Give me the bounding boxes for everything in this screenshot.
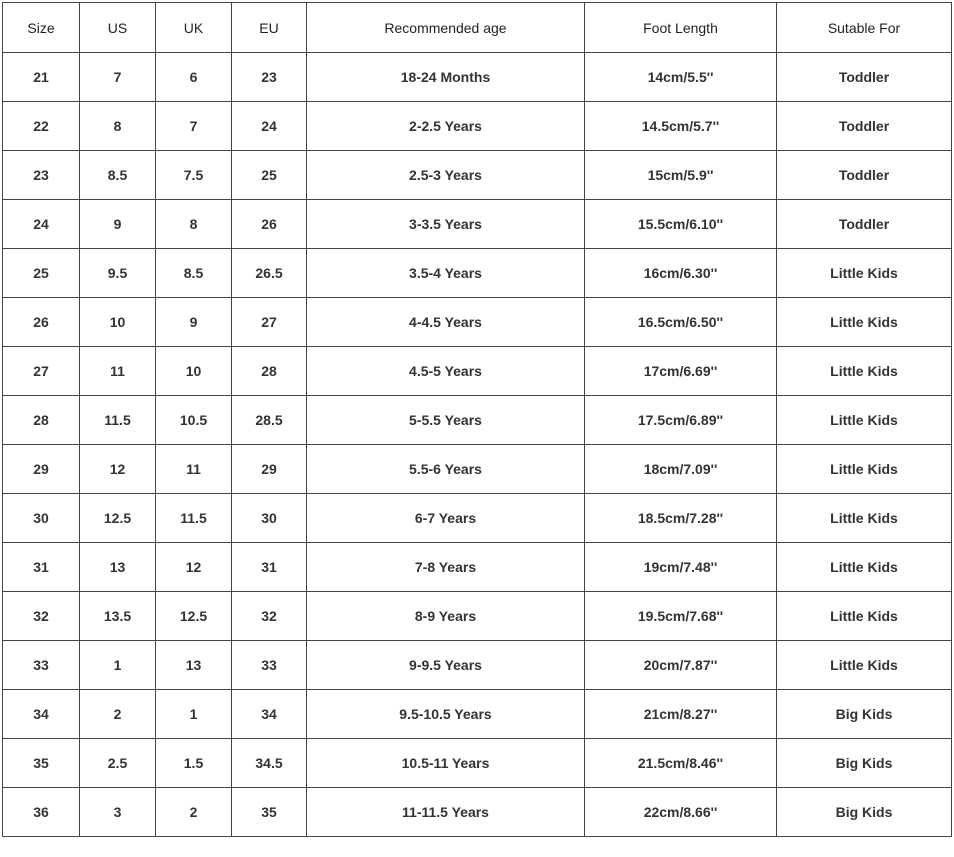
cell-uk: 13	[156, 641, 232, 690]
table-row	[3, 347, 952, 396]
table-row	[3, 445, 952, 494]
table-row	[3, 396, 952, 445]
cell-us: 11.5	[80, 396, 156, 445]
cell-foot-length: 16cm/6.30''	[585, 249, 777, 298]
cell-suitable-for: Little Kids	[777, 543, 952, 592]
cell-recommended-age: 9-9.5 Years	[307, 641, 585, 690]
cell-recommended-age: 4-4.5 Years	[307, 298, 585, 347]
cell-uk: 7.5	[156, 151, 232, 200]
cell-foot-length: 15cm/5.9''	[585, 151, 777, 200]
cell-uk: 1.5	[156, 739, 232, 788]
cell-suitable-for: Little Kids	[777, 396, 952, 445]
header-row	[3, 3, 952, 53]
cell-uk: 6	[156, 53, 232, 102]
cell-size: 30	[3, 494, 80, 543]
table-row	[3, 592, 952, 641]
cell-uk: 9	[156, 298, 232, 347]
table-row	[3, 102, 952, 151]
cell-foot-length: 19cm/7.48''	[585, 543, 777, 592]
table-body	[3, 53, 952, 837]
cell-foot-length: 18cm/7.09''	[585, 445, 777, 494]
cell-foot-length: 14cm/5.5''	[585, 53, 777, 102]
cell-suitable-for: Little Kids	[777, 445, 952, 494]
column-header-size: Size	[3, 3, 80, 53]
cell-us: 11	[80, 347, 156, 396]
cell-eu: 35	[232, 788, 307, 837]
table-row	[3, 641, 952, 690]
cell-eu: 29	[232, 445, 307, 494]
cell-uk: 7	[156, 102, 232, 151]
cell-recommended-age: 2-2.5 Years	[307, 102, 585, 151]
cell-foot-length: 19.5cm/7.68''	[585, 592, 777, 641]
cell-foot-length: 20cm/7.87''	[585, 641, 777, 690]
column-header-eu: EU	[232, 3, 307, 53]
cell-foot-length: 17.5cm/6.89''	[585, 396, 777, 445]
cell-size: 28	[3, 396, 80, 445]
cell-suitable-for: Toddler	[777, 151, 952, 200]
cell-us: 12.5	[80, 494, 156, 543]
table-row	[3, 788, 952, 837]
cell-uk: 12	[156, 543, 232, 592]
size-chart	[2, 2, 951, 837]
cell-recommended-age: 4.5-5 Years	[307, 347, 585, 396]
cell-eu: 28	[232, 347, 307, 396]
cell-foot-length: 18.5cm/7.28''	[585, 494, 777, 543]
cell-us: 7	[80, 53, 156, 102]
cell-size: 27	[3, 347, 80, 396]
cell-foot-length: 21cm/8.27''	[585, 690, 777, 739]
cell-uk: 12.5	[156, 592, 232, 641]
cell-size: 26	[3, 298, 80, 347]
cell-recommended-age: 5.5-6 Years	[307, 445, 585, 494]
cell-size: 25	[3, 249, 80, 298]
cell-suitable-for: Little Kids	[777, 347, 952, 396]
cell-recommended-age: 10.5-11 Years	[307, 739, 585, 788]
cell-foot-length: 17cm/6.69''	[585, 347, 777, 396]
cell-foot-length: 15.5cm/6.10''	[585, 200, 777, 249]
cell-size: 29	[3, 445, 80, 494]
cell-eu: 33	[232, 641, 307, 690]
cell-eu: 23	[232, 53, 307, 102]
column-header-recommended-age: Recommended age	[307, 3, 585, 53]
cell-us: 2.5	[80, 739, 156, 788]
cell-foot-length: 21.5cm/8.46''	[585, 739, 777, 788]
cell-uk: 2	[156, 788, 232, 837]
cell-us: 1	[80, 641, 156, 690]
cell-eu: 26.5	[232, 249, 307, 298]
cell-size: 24	[3, 200, 80, 249]
cell-eu: 34	[232, 690, 307, 739]
column-header-suitable-for: Sutable For	[777, 3, 952, 53]
cell-suitable-for: Toddler	[777, 53, 952, 102]
cell-suitable-for: Little Kids	[777, 494, 952, 543]
cell-uk: 11.5	[156, 494, 232, 543]
cell-uk: 10.5	[156, 396, 232, 445]
cell-uk: 8	[156, 200, 232, 249]
table-row	[3, 298, 952, 347]
cell-eu: 32	[232, 592, 307, 641]
cell-size: 21	[3, 53, 80, 102]
cell-eu: 28.5	[232, 396, 307, 445]
table-row	[3, 200, 952, 249]
cell-eu: 30	[232, 494, 307, 543]
table-row	[3, 53, 952, 102]
cell-recommended-age: 7-8 Years	[307, 543, 585, 592]
cell-recommended-age: 3.5-4 Years	[307, 249, 585, 298]
table-row	[3, 543, 952, 592]
cell-us: 9	[80, 200, 156, 249]
table-row	[3, 151, 952, 200]
cell-uk: 1	[156, 690, 232, 739]
cell-recommended-age: 8-9 Years	[307, 592, 585, 641]
cell-us: 13.5	[80, 592, 156, 641]
cell-suitable-for: Little Kids	[777, 592, 952, 641]
cell-us: 9.5	[80, 249, 156, 298]
cell-recommended-age: 2.5-3 Years	[307, 151, 585, 200]
cell-eu: 25	[232, 151, 307, 200]
cell-suitable-for: Little Kids	[777, 641, 952, 690]
cell-size: 34	[3, 690, 80, 739]
cell-us: 12	[80, 445, 156, 494]
cell-suitable-for: Toddler	[777, 102, 952, 151]
cell-us: 13	[80, 543, 156, 592]
cell-eu: 31	[232, 543, 307, 592]
cell-suitable-for: Big Kids	[777, 788, 952, 837]
cell-uk: 11	[156, 445, 232, 494]
cell-recommended-age: 9.5-10.5 Years	[307, 690, 585, 739]
cell-suitable-for: Little Kids	[777, 298, 952, 347]
cell-suitable-for: Little Kids	[777, 249, 952, 298]
cell-us: 8	[80, 102, 156, 151]
table-row	[3, 739, 952, 788]
size-chart-table	[2, 2, 952, 837]
cell-size: 33	[3, 641, 80, 690]
cell-recommended-age: 18-24 Months	[307, 53, 585, 102]
cell-recommended-age: 6-7 Years	[307, 494, 585, 543]
cell-size: 35	[3, 739, 80, 788]
cell-size: 36	[3, 788, 80, 837]
cell-foot-length: 22cm/8.66''	[585, 788, 777, 837]
column-header-foot-length: Foot Length	[585, 3, 777, 53]
cell-eu: 27	[232, 298, 307, 347]
cell-suitable-for: Big Kids	[777, 739, 952, 788]
cell-suitable-for: Big Kids	[777, 690, 952, 739]
cell-size: 23	[3, 151, 80, 200]
cell-us: 3	[80, 788, 156, 837]
cell-uk: 10	[156, 347, 232, 396]
cell-us: 10	[80, 298, 156, 347]
cell-eu: 24	[232, 102, 307, 151]
table-row	[3, 494, 952, 543]
cell-eu: 26	[232, 200, 307, 249]
cell-eu: 34.5	[232, 739, 307, 788]
cell-recommended-age: 3-3.5 Years	[307, 200, 585, 249]
column-header-us: US	[80, 3, 156, 53]
cell-size: 32	[3, 592, 80, 641]
table-row	[3, 249, 952, 298]
table-row	[3, 690, 952, 739]
cell-recommended-age: 5-5.5 Years	[307, 396, 585, 445]
column-header-uk: UK	[156, 3, 232, 53]
cell-recommended-age: 11-11.5 Years	[307, 788, 585, 837]
cell-us: 8.5	[80, 151, 156, 200]
cell-size: 31	[3, 543, 80, 592]
cell-uk: 8.5	[156, 249, 232, 298]
cell-foot-length: 16.5cm/6.50''	[585, 298, 777, 347]
cell-suitable-for: Toddler	[777, 200, 952, 249]
cell-size: 22	[3, 102, 80, 151]
cell-foot-length: 14.5cm/5.7''	[585, 102, 777, 151]
cell-us: 2	[80, 690, 156, 739]
